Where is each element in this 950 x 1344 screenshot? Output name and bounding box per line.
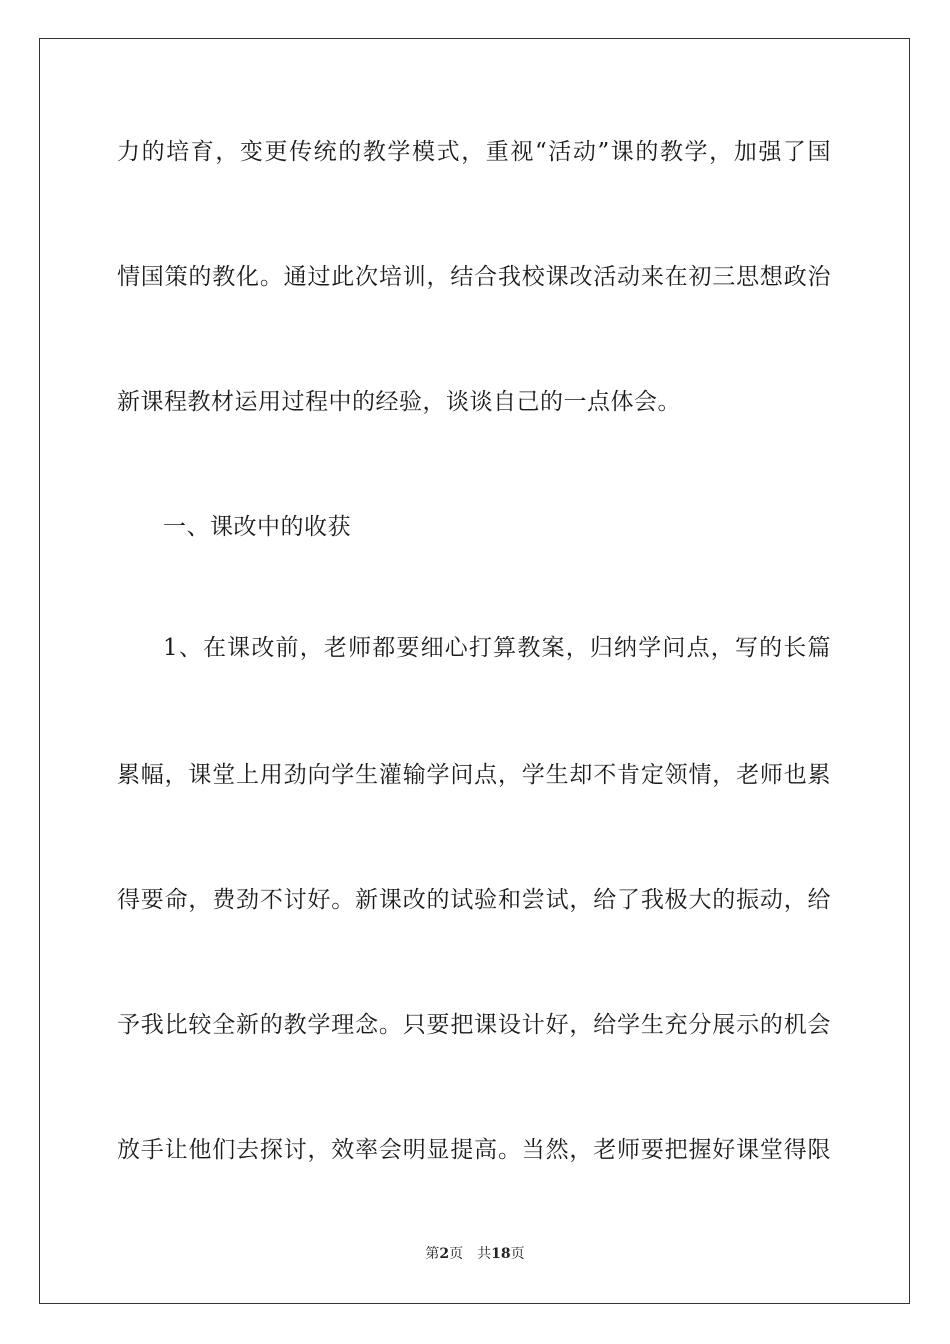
page-number: 2 (439, 1246, 450, 1262)
paragraph-line-7: 得要命，费劲不讨好。新课改的试验和尝试，给了我极大的振动，给 (117, 887, 831, 913)
total-pages: 18 (491, 1246, 511, 1262)
paragraph-line-6: 累幅，课堂上用劲向学生灌输学问点，学生却不肯定领情，老师也累 (117, 762, 831, 788)
total-prefix: 共 (477, 1246, 492, 1262)
page-prefix: 第 (425, 1246, 440, 1262)
page-footer (0, 1244, 950, 1264)
paragraph-line-8: 予我比较全新的教学理念。只要把课设计好，给学生充分展示的机会 (117, 1012, 831, 1038)
paragraph-line-9: 放手让他们去探讨，效率会明显提高。当然，老师要把握好课堂得限 (117, 1137, 831, 1163)
paragraph-line-5: 1、在课改前，老师都要细心打算教案，归纳学问点，写的长篇 (163, 635, 831, 661)
paragraph-line-1: 力的培育，变更传统的教学模式，重视“活动”课的教学，加强了国 (117, 139, 831, 165)
section-heading: 一、课改中的收获 (163, 514, 351, 540)
page-suffix: 页 (449, 1246, 464, 1262)
total-suffix: 页 (510, 1246, 525, 1262)
paragraph-line-3: 新课程教材运用过程中的经验，谈谈自己的一点体会。 (117, 389, 681, 415)
paragraph-line-2: 情国策的教化。通过此次培训，结合我校课改活动来在初三思想政治 (117, 264, 831, 290)
page-border (39, 38, 910, 1304)
